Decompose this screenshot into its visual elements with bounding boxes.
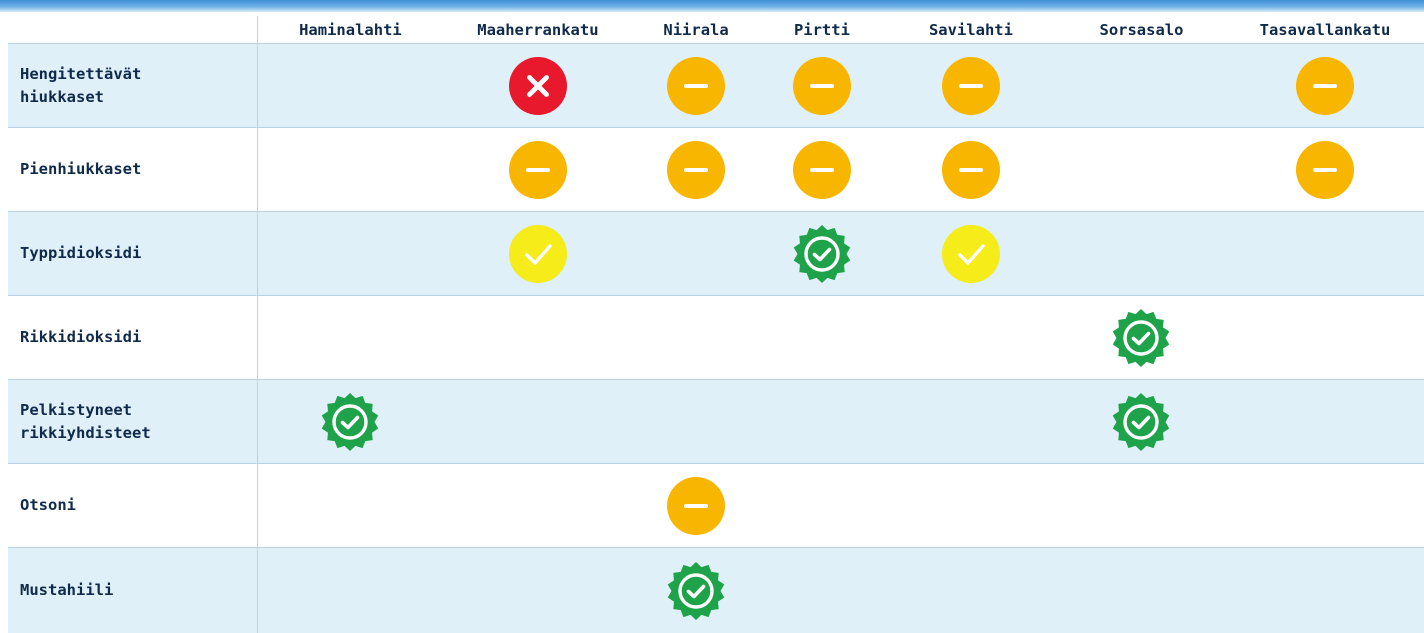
status-cell — [1057, 44, 1226, 128]
orange-minus-icon — [792, 140, 852, 200]
table-row — [8, 464, 1424, 548]
corner-cell — [8, 16, 258, 44]
table-row — [8, 296, 1424, 380]
status-cell — [633, 380, 759, 464]
row-label — [8, 296, 258, 380]
status-cell — [885, 212, 1057, 296]
status-cell — [1057, 380, 1226, 464]
green-badge-check-icon — [792, 224, 852, 284]
orange-minus-icon — [941, 56, 1001, 116]
status-cell — [1057, 128, 1226, 212]
green-badge-check-icon — [320, 392, 380, 452]
status-cell — [885, 128, 1057, 212]
status-cell — [759, 128, 885, 212]
status-cell — [1226, 128, 1424, 212]
orange-minus-icon — [941, 140, 1001, 200]
status-cell — [1226, 212, 1424, 296]
status-cell — [1057, 296, 1226, 380]
green-badge-check-icon — [666, 561, 726, 621]
status-cell — [1057, 464, 1226, 548]
status-cell — [443, 296, 633, 380]
row-label-line: Pelkistyneet — [20, 401, 132, 419]
column-header-sorsasalo: Sorsasalo — [1057, 16, 1226, 44]
status-cell — [1057, 548, 1226, 633]
row-label-line: rikkiyhdisteet — [20, 424, 151, 442]
status-cell — [258, 380, 443, 464]
yellow-check-icon — [508, 224, 568, 284]
status-cell — [443, 212, 633, 296]
status-cell — [443, 380, 633, 464]
orange-minus-icon — [666, 476, 726, 536]
status-cell — [258, 464, 443, 548]
row-label-line: Hengitettävät — [20, 65, 141, 83]
table-row — [8, 44, 1424, 128]
orange-minus-icon — [508, 140, 568, 200]
header-row — [8, 16, 1424, 44]
orange-minus-icon — [792, 56, 852, 116]
orange-minus-icon — [666, 56, 726, 116]
status-cell — [258, 44, 443, 128]
column-header-niirala: Niirala — [633, 16, 759, 44]
yellow-check-icon — [941, 224, 1001, 284]
row-label-line: Typpidioksidi — [20, 244, 141, 262]
air-quality-table — [8, 16, 1424, 633]
status-cell — [885, 464, 1057, 548]
status-cell — [1226, 464, 1424, 548]
status-cell — [633, 128, 759, 212]
status-cell — [759, 44, 885, 128]
status-cell — [633, 212, 759, 296]
table-row — [8, 380, 1424, 464]
status-cell — [633, 44, 759, 128]
orange-minus-icon — [666, 140, 726, 200]
status-cell — [885, 548, 1057, 633]
orange-minus-icon — [1295, 56, 1355, 116]
status-cell — [1226, 380, 1424, 464]
column-header-haminalahti: Haminalahti — [258, 16, 443, 44]
status-cell — [633, 548, 759, 633]
status-cell — [759, 464, 885, 548]
status-cell — [1226, 44, 1424, 128]
column-header-savilahti: Savilahti — [885, 16, 1057, 44]
row-label — [8, 380, 258, 464]
top-accent-bar — [0, 0, 1424, 12]
status-cell — [759, 296, 885, 380]
status-cell — [633, 464, 759, 548]
row-label-line: Rikkidioksidi — [20, 328, 141, 346]
status-cell — [258, 296, 443, 380]
table-row — [8, 128, 1424, 212]
status-cell — [885, 44, 1057, 128]
status-cell — [258, 212, 443, 296]
red-cross-icon — [508, 56, 568, 116]
status-cell — [1226, 548, 1424, 633]
status-cell — [633, 296, 759, 380]
status-cell — [759, 212, 885, 296]
orange-minus-icon — [1295, 140, 1355, 200]
column-header-maaherrankatu: Maaherrankatu — [443, 16, 633, 44]
row-label — [8, 212, 258, 296]
status-cell — [443, 548, 633, 633]
green-badge-check-icon — [1111, 392, 1171, 452]
status-cell — [443, 44, 633, 128]
row-label — [8, 548, 258, 633]
row-label — [8, 464, 258, 548]
row-label-line: Pienhiukkaset — [20, 160, 141, 178]
status-cell — [759, 380, 885, 464]
row-label-line: Mustahiili — [20, 581, 113, 599]
table-row — [8, 212, 1424, 296]
status-cell — [258, 548, 443, 633]
status-cell — [1057, 212, 1226, 296]
column-header-tasavallankatu: Tasavallankatu — [1226, 16, 1424, 44]
row-label — [8, 128, 258, 212]
green-badge-check-icon — [1111, 308, 1171, 368]
status-cell — [759, 548, 885, 633]
status-cell — [885, 296, 1057, 380]
row-label-line: Otsoni — [20, 496, 76, 514]
status-cell — [1226, 296, 1424, 380]
status-cell — [443, 128, 633, 212]
status-cell — [258, 128, 443, 212]
row-label-line: hiukkaset — [20, 88, 104, 106]
row-label — [8, 44, 258, 128]
column-header-pirtti: Pirtti — [759, 16, 885, 44]
status-cell — [443, 464, 633, 548]
table-row — [8, 548, 1424, 633]
status-cell — [885, 380, 1057, 464]
